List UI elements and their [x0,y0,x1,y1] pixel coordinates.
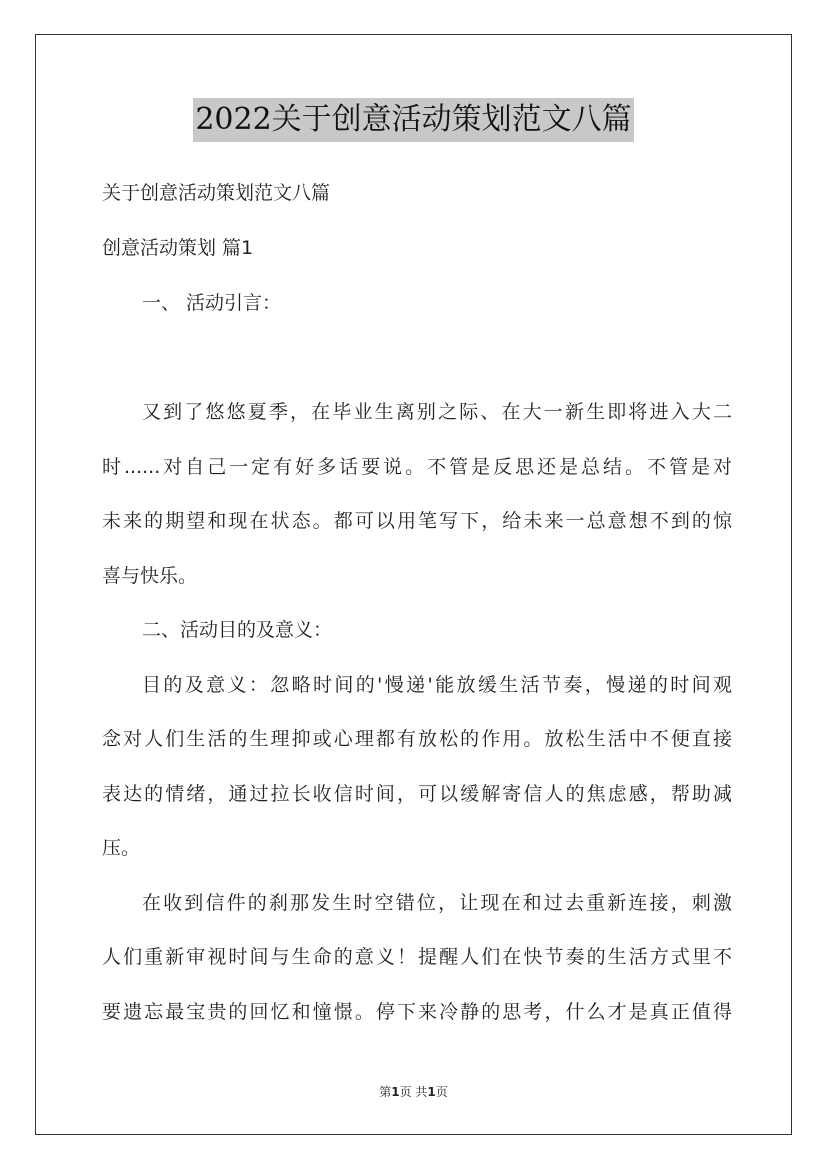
page-suffix: 页 [435,1085,448,1099]
paragraph-line: 表达的情绪，通过拉长收信时间，可以缓解寄信人的焦虑感，帮助减 [102,783,732,805]
heading-activity-intro: 一、 活动引言： [142,292,282,314]
title-container [0,98,827,142]
page-current: 1 [391,1085,400,1099]
page-footer [0,1083,827,1101]
paragraph-line: 压。 [102,837,141,859]
paragraph-line: 要遗忘最宝贵的回忆和憧憬。停下来冷静的思考，什么才是真正值得 [102,1001,732,1023]
paragraph-line: 时......对自己一定有好多话要说。不管是反思还是总结。不管是对 [102,456,732,478]
paragraph-line: 在收到信件的刹那发生时空错位，让现在和过去重新连接，刺激 [142,892,732,914]
subtitle-line: 关于创意活动策划范文八篇 [102,182,331,204]
page-total: 1 [427,1085,436,1099]
paragraph-line: 念对人们生活的生理抑或心理都有放松的作用。放松生活中不便直接 [102,728,732,750]
document-title: 2022关于创意活动策划范文八篇 [193,98,633,142]
page-prefix: 第 [379,1085,392,1099]
page-mid: 页 共 [399,1085,428,1099]
heading-purpose: 二、活动目的及意义： [142,619,333,641]
paragraph-line: 喜与快乐。 [102,565,198,587]
section-heading: 创意活动策划 篇1 [102,237,254,259]
paragraph-line: 人们重新审视时间与生命的意义！提醒人们在快节奏的生活方式里不 [102,946,732,968]
paragraph-line: 目的及意义：忽略时间的'慢递'能放缓生活节奏，慢递的时间观 [142,674,732,696]
paragraph-line: 未来的期望和现在状态。都可以用笔写下，给未来一总意想不到的惊 [102,510,732,532]
paragraph-line: 又到了悠悠夏季，在毕业生离别之际、在大一新生即将进入大二 [142,401,732,423]
